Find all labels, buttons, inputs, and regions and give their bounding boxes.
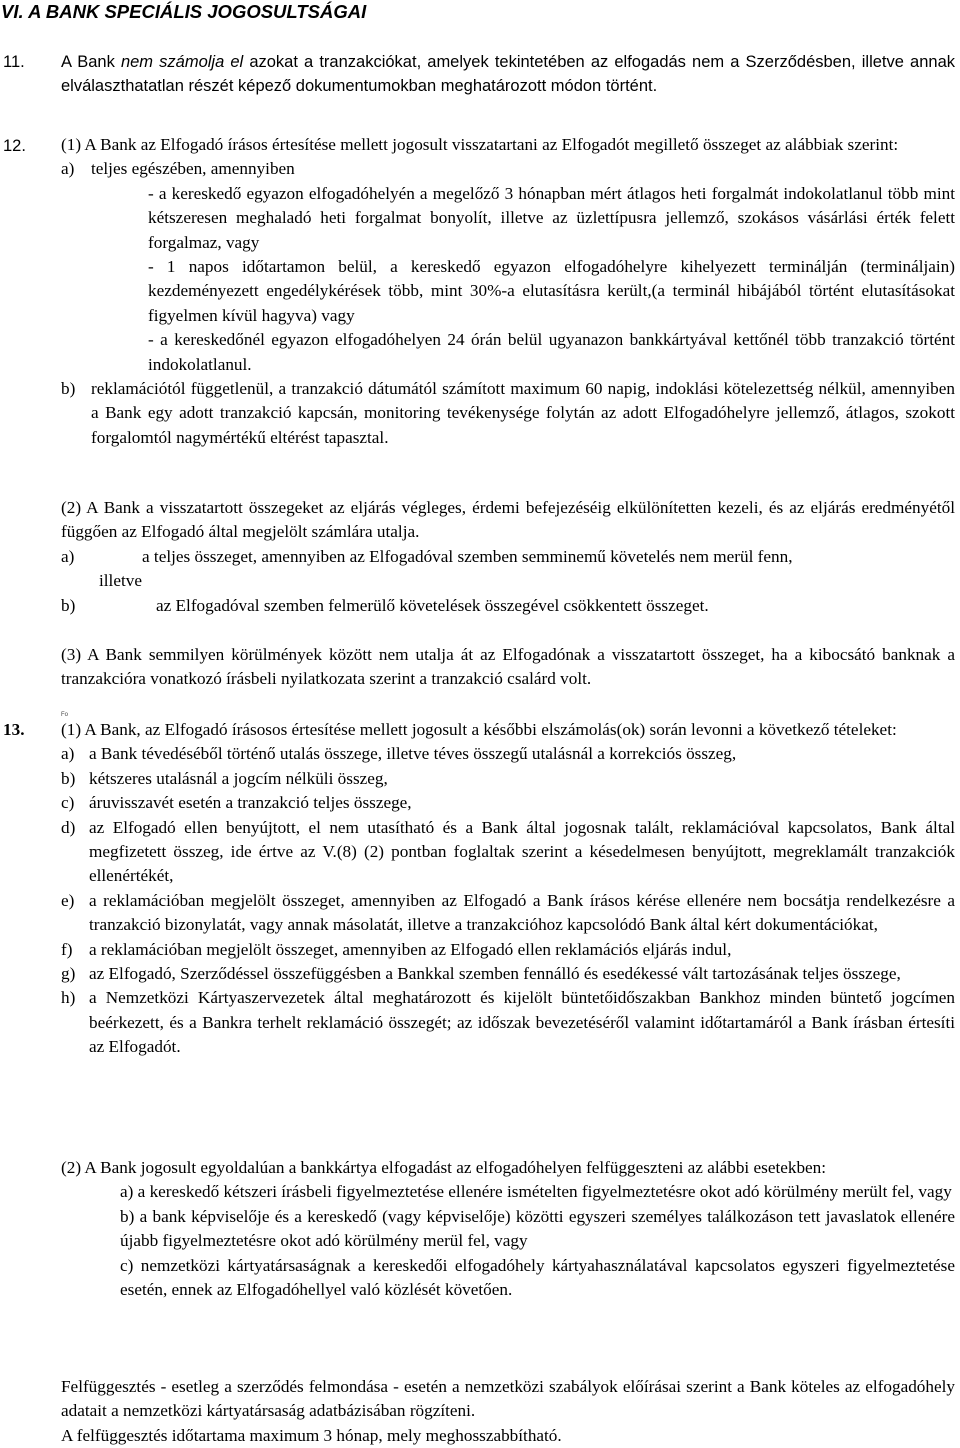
s13-item (61, 986, 955, 1059)
s13-item-text: áruvisszavét esetén a tranzakció teljes összege, (89, 793, 412, 813)
s12-p2-item-b-text: az Elfogadóval szemben felmerülő követelések összegével csökkentett összeget. (156, 596, 709, 615)
s12-item-b (61, 377, 955, 450)
s13-item-label: b) (61, 768, 76, 788)
s12-dash-list (61, 182, 955, 377)
s13-item-label: e) (61, 890, 75, 910)
s13-item-label: d) (61, 817, 76, 837)
s12-dash-2: - 1 napos időtartamon belül, a kereskedő egyazon elfogadóhelyre kihelyezett terminálján (termináljain) kezdeményezett engedélykérések több, mint 30%-a elutasításra került,(a terminál hibájából történt elutasításokat figyelmen kívül hagyva) vagy (148, 257, 955, 325)
s12-dash-1: - a kereskedő egyazon elfogadóhelyén a megelőző 3 hónapban mért átlagos heti forgalmát indokolatlanul több mint kétszeresen meghaladó heti forgalmat bonyolít, illetve az üzlettípusra jellemző, szokásos vásárlási érték felett forgalmaz, vagy (148, 183, 955, 252)
s13-p2-list (61, 1180, 955, 1302)
s13-item-text: a reklamációban megjelölt összeget, amennyiben az Elfogadó a Bank írásos kérése ellenére nem bocsátja rendelkezésre a tranzakció bizonylatát, vagy annak másolatát, illetve a tranzakcióhoz kapcsolódó Bank által kért dokumentációkat, (89, 890, 955, 935)
s13-item-text: a Nemzetközi Kártyaszervezetek által meghatározott és kijelölt büntetőidőszakban Bankhoz minden büntető jogcímen beérkezett, és a Bankra terhelt reklamáció összegét; az időszak bevezetéséről valamint időtartamáról a Bank írásban értesíti az Elfogadót. (89, 988, 955, 1057)
s13-item-text: kétszeres utalásnál a jogcím nélküli összeg, (89, 768, 388, 788)
s12-paragraph-3 (61, 643, 955, 692)
s13-item (61, 816, 955, 889)
s12-item-a (61, 157, 955, 181)
s11-emphasis: nem számolja el (120, 53, 244, 71)
s12-p2-item-a-text: a teljes összeget, amennyiben az Elfogadóval szemben semminemű követelés nem merül fenn, (142, 547, 793, 566)
s12-p2-item-a-label: a) (61, 547, 75, 566)
s12-p2-item-b (61, 594, 955, 618)
section-13 (61, 718, 955, 1060)
section-11-text (61, 50, 955, 99)
s13-item-list (61, 742, 955, 1059)
s13-duration-text: A felfüggesztés időtartama maximum 3 hónap, mely meghosszabbítható. (61, 1425, 562, 1445)
s12-item-b-label: b) (61, 379, 76, 399)
s12-item-b-text: reklamációtól függetlenül, a tranzakció dátumától számított maximum 60 napig, indoklási kötelezettség nélkül, amennyiben a Bank egy adott tranzakció kapcsán, monitoring tevékenysége folytán az adott Elfogadóhelyre jellemző, átlagos, szokott forgalomtól nagymértékű eltérést tapasztal. (91, 379, 955, 447)
s13-item (61, 767, 955, 791)
s13-item-label: h) (61, 988, 76, 1008)
s12-item-a-label: a) (61, 159, 75, 179)
s13-p2-intro: (2) A Bank jogosult egyoldalúan a bankkártya elfogadást az elfogadóhelyen felfüggeszteni az alábbi esetekben: (61, 1158, 827, 1177)
s12-p2-text: (2) A Bank a visszatartott összegeket az eljárás végleges, érdemi befejezéséig elkülönítetten kezeli, és az eljárás eredményétől függően az Elfogadó által megjelölt számlára utalja. (61, 498, 955, 542)
s13-item-label: g) (61, 964, 76, 984)
s12-dash-3: - a kereskedőnél egyazon elfogadóhelyen 24 órán belül ugyanazon bankkártyával kettőnél több tranzakció történt indokolatlanul. (148, 330, 955, 374)
s13-p2-item: c) nemzetközi kártyatársaságnak a kereskedői elfogadóhely kártyahasználatával kapcsolatos egyszeri figyelmeztetése esetén, ennek az Elfogadóhellyel való közlését követően. (120, 1255, 955, 1300)
s13-item-text: a reklamációban megjelölt összeget, amennyiben az Elfogadó ellen reklamációs eljárás indul, (89, 939, 732, 959)
s13-mark: Fo (61, 712, 69, 718)
s13-item-text: az Elfogadó, Szerződéssel összefüggésben a Bankkal szemben fennálló és esedékessé vált tartozásának teljes összege, (89, 964, 901, 984)
s12-intro: (1) A Bank az Elfogadó írásos értesítése mellett jogosult visszatartani az Elfogadót megillető összeget az alábbiak szerint: (61, 135, 899, 154)
s12-paragraph-2 (61, 496, 955, 545)
s11-post: azokat a tranzakciókat, amelyek tekintetében az elfogadás nem a Szerződésben, illetve annak elválaszthatatlan részét képező dokumentumokban meghatározott módon történt. (61, 53, 955, 96)
section-12-number: 12. (3, 137, 26, 155)
s13-item-label: c) (61, 793, 75, 813)
s11-pre: A Bank (61, 53, 121, 71)
s13-p2-item: a) a kereskedő kétszeri írásbeli figyelmeztetése ellenére ismételten figyelmeztetésre okot adó körülmény merült fel, vagy (120, 1182, 952, 1202)
s13-item (61, 791, 955, 815)
section-13-number: 13. (3, 720, 25, 739)
section-12 (61, 133, 955, 450)
s13-intro: (1) A Bank, az Elfogadó írásosos értesítése mellett jogosult a későbbi elszámolás(ok) során levonni a következő tételeket: (61, 720, 897, 739)
s13-item-text: a Bank tévedéséből történő utalás összege, illetve téves összegű utalásnál a korrekciós összeg, (89, 744, 737, 764)
s13-item (61, 938, 955, 962)
s13-p2-item: b) a bank képviselője és a kereskedő (vagy képviselője) közötti egyszeri személyes találkozáson tett javaslatok ellenére újabb figyelmeztetésre okot adó körülmény merül fel, vagy (120, 1206, 955, 1251)
s13-item (61, 742, 955, 766)
s13-paragraph-2 (61, 1156, 955, 1302)
s12-p2-item-a-cont: illetve (99, 571, 142, 591)
s12-p2-item-a (61, 545, 955, 594)
s13-item (61, 962, 955, 986)
s13-item-text: az Elfogadó ellen benyújtott, el nem utasítható és a Bank által jogosnak talált, reklamációval kapcsolatos, Bank által megfizetett összeg, ide értve az V.(8) (2) pontban foglaltak szerint a késedelmesen benyújtott, megreklamált tranzakciók ellenértékét, (89, 817, 955, 886)
section-11-number: 11. (3, 53, 25, 71)
s12-p2-item-b-label: b) (61, 596, 76, 615)
s13-item-label: f) (61, 939, 73, 959)
section-11 (61, 50, 955, 99)
s12-p3-text: (3) A Bank semmilyen körülmények között nem utalja át az Elfogadónak a visszatartott összeget, ha a kibocsátó banknak a tranzakcióra vonatkozó írásbeli nyilatkozata szerint a tranzakció csalárd volt. (61, 645, 955, 689)
section-heading: VI. A BANK SPECIÁLIS JOGOSULTSÁGAI (1, 1, 367, 22)
s13-item (61, 889, 955, 938)
s13-suspension-note (61, 1375, 955, 1448)
s13-suspension-text: Felfüggesztés - esetleg a szerződés felmondása - esetén a nemzetközi szabályok előírásai szerint a Bank köteles az elfogadóhely adatait a nemzetközi kártyatársaság adatbázisában rögzíteni. (61, 1377, 955, 1421)
s12-item-a-text: teljes egészében, amennyiben (91, 159, 295, 179)
s13-item-label: a) (61, 744, 75, 764)
